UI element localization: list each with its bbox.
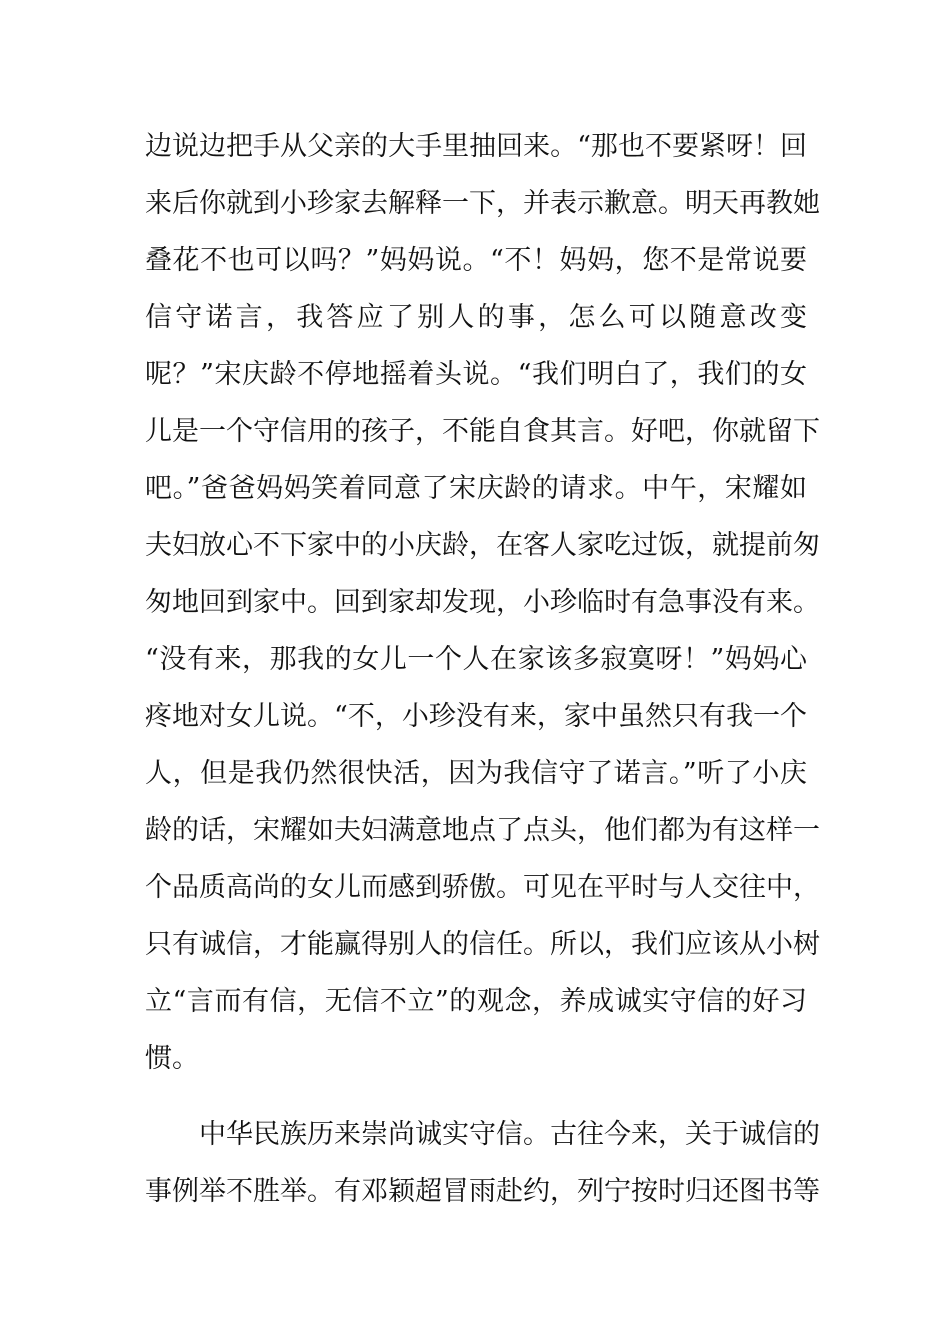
text-line: 疼地对女儿说。“不，小珍没有来，家中虽然只有我一个 [145,701,807,732]
text-line: “没有来，那我的女儿一个人在家该多寂寞呀！”妈妈心 [145,644,807,675]
paragraph-2 [145,1106,820,1220]
text-line: 儿是一个守信用的孩子，不能自食其言。好吧，你就留下 [145,416,820,447]
text-line: 叠花不也可以吗？”妈妈说。“不！妈妈，您不是常说要 [145,245,807,276]
text-line: 惯。 [145,1043,199,1074]
text-line: 个品质高尚的女儿而感到骄傲。可见在平时与人交往中， [145,872,820,903]
text-line: 中华民族历来崇尚诚实守信。古往今来，关于诚信的 [199,1119,820,1150]
text-line: 人，但是我仍然很快活，因为我信守了诺言。”听了小庆 [145,758,807,789]
paragraph-spacer [145,1087,807,1106]
text-line: 呢？”宋庆龄不停地摇着头说。“我们明白了，我们的女 [145,359,807,390]
text-line: 龄的话，宋耀如夫妇满意地点了点头，他们都为有这样一 [145,815,820,846]
text-line: 夫妇放心不下家中的小庆龄，在客人家吃过饭，就提前匆 [145,530,820,561]
text-line: 立“言而有信，无信不立”的观念，养成诚实守信的好习 [145,986,807,1017]
text-line: 边说边把手从父亲的大手里抽回来。“那也不要紧呀！回 [145,131,807,162]
text-line: 事例举不胜举。有邓颖超冒雨赴约，列宁按时归还图书等 [145,1176,820,1207]
text-line: 吧。”爸爸妈妈笑着同意了宋庆龄的请求。中午，宋耀如 [145,473,807,504]
text-line: 信守诺言，我答应了别人的事，怎么可以随意改变 [145,302,807,333]
text-line: 来后你就到小珍家去解释一下，并表示歉意。明天再教她 [145,188,820,219]
text-line: 匆地回到家中。回到家却发现，小珍临时有急事没有来。 [145,587,820,618]
paragraph-1 [145,118,820,1087]
document-body [145,118,820,1220]
text-line: 只有诚信，才能赢得别人的信任。所以，我们应该从小树 [145,929,820,960]
